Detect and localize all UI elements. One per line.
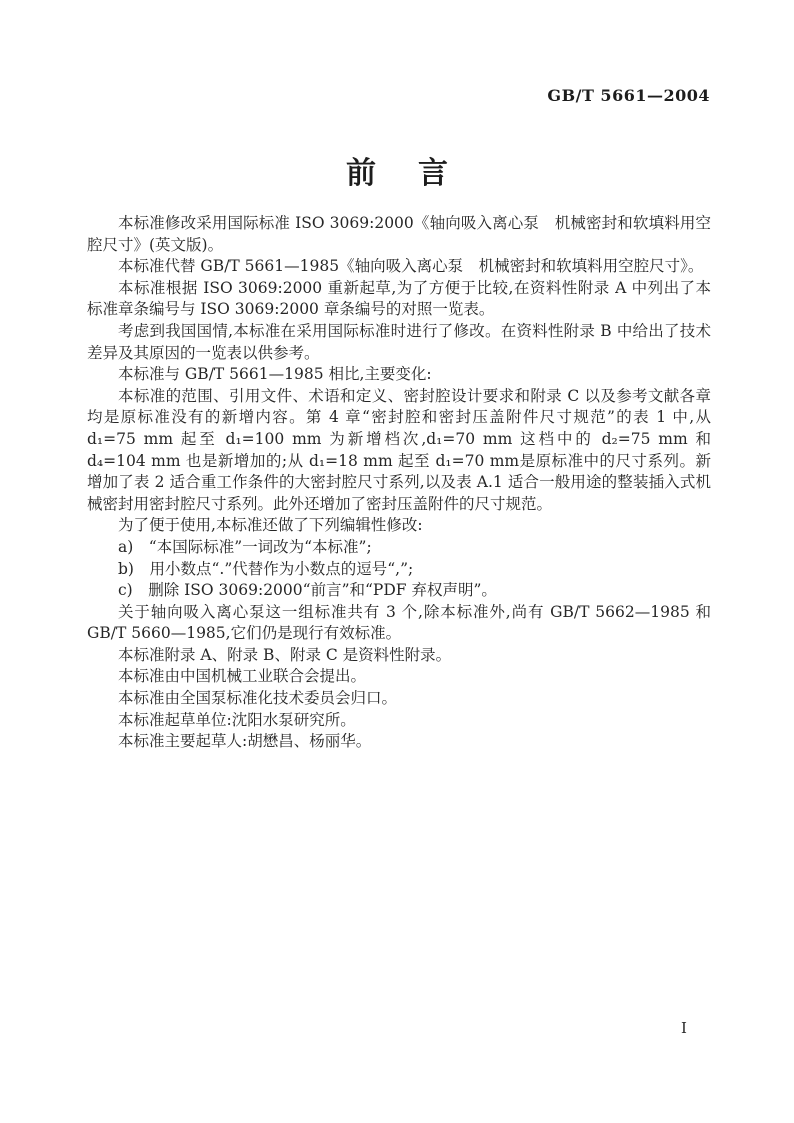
paragraph-adoption: 本标准修改采用国际标准 ISO 3069:2000《轴向吸入离心泵 机械密封和软填料用空腔尺寸》(英文版)。	[87, 214, 711, 254]
paragraph-drafting-org: 本标准起草单位:沈阳水泵研究所。	[118, 710, 356, 729]
list-item-a: a) “本国际标准”一词改为“本标准”;	[118, 537, 372, 556]
paragraph-proposed-by: 本标准由中国机械工业联合会提出。	[118, 667, 367, 686]
paragraph-centralized-by: 本标准由全国泵标准化技术委员会归口。	[118, 689, 398, 708]
paragraph-redraft: 本标准根据 ISO 3069:2000 重新起草,为了方便于比较,在资料性附录 A 中列出了本标准章条编号与 ISO 3069:2000 章条编号的对照一览表。	[87, 278, 711, 319]
standard-code-header: GB/T 5661—2004	[547, 86, 710, 105]
paragraph-edits-intro: 为了便于使用,本标准还做了下列编辑性修改:	[118, 516, 423, 535]
paragraph-replacement: 本标准代替 GB/T 5661—1985《轴向吸入离心泵 机械密封和软填料用空腔尺寸》。	[118, 257, 704, 276]
paragraph-drafters: 本标准主要起草人:胡懋昌、杨丽华。	[118, 732, 372, 751]
list-item-b: b) 用小数点“.”代替作为小数点的逗号“,”;	[118, 559, 414, 578]
page-number: I	[681, 1019, 687, 1037]
list-item-c: c) 删除 ISO 3069:2000“前言”和“PDF 弃权声明”。	[118, 581, 497, 600]
paragraph-related-standards: 关于轴向吸入离心泵这一组标准共有 3 个,除本标准外,尚有 GB/T 5662—1985 和 GB/T 5660—1985,它们仍是现行有效标准。	[87, 602, 711, 643]
paragraph-changes-detail: 本标准的范围、引用文件、术语和定义、密封腔设计要求和附录 C 以及参考文献各章均是原标准没有的新增内容。第 4 章“密封腔和密封压盖附件尺寸规范”的表 1 中,从 d₁=75 mm 起至 d₁=100 mm 为新增档次,d₁=70 mm 这档中的 d₂=75 mm 和 d₄=104 mm 也是新增加的;从 d₁=18 mm 起至 d₁=70 mm是原标准中的尺寸系列。新增加了表 2 适合重工作条件的大密封腔尺寸系列,以及表 A.1 适合一般用途的整装插入式机械密封用密封腔尺寸系列。此外还增加了密封压盖附件的尺寸规范。	[87, 386, 711, 513]
foreword-body	[87, 213, 711, 753]
foreword-title: 前言	[346, 156, 490, 191]
paragraph-modification: 考虑到我国国情,本标准在采用国际标准时进行了修改。在资料性附录 B 中给出了技术差异及其原因的一览表以供参考。	[87, 321, 711, 362]
paragraph-changes-intro: 本标准与 GB/T 5661—1985 相比,主要变化:	[118, 365, 432, 384]
paragraph-annexes: 本标准附录 A、附录 B、附录 C 是资料性附录。	[118, 645, 452, 664]
